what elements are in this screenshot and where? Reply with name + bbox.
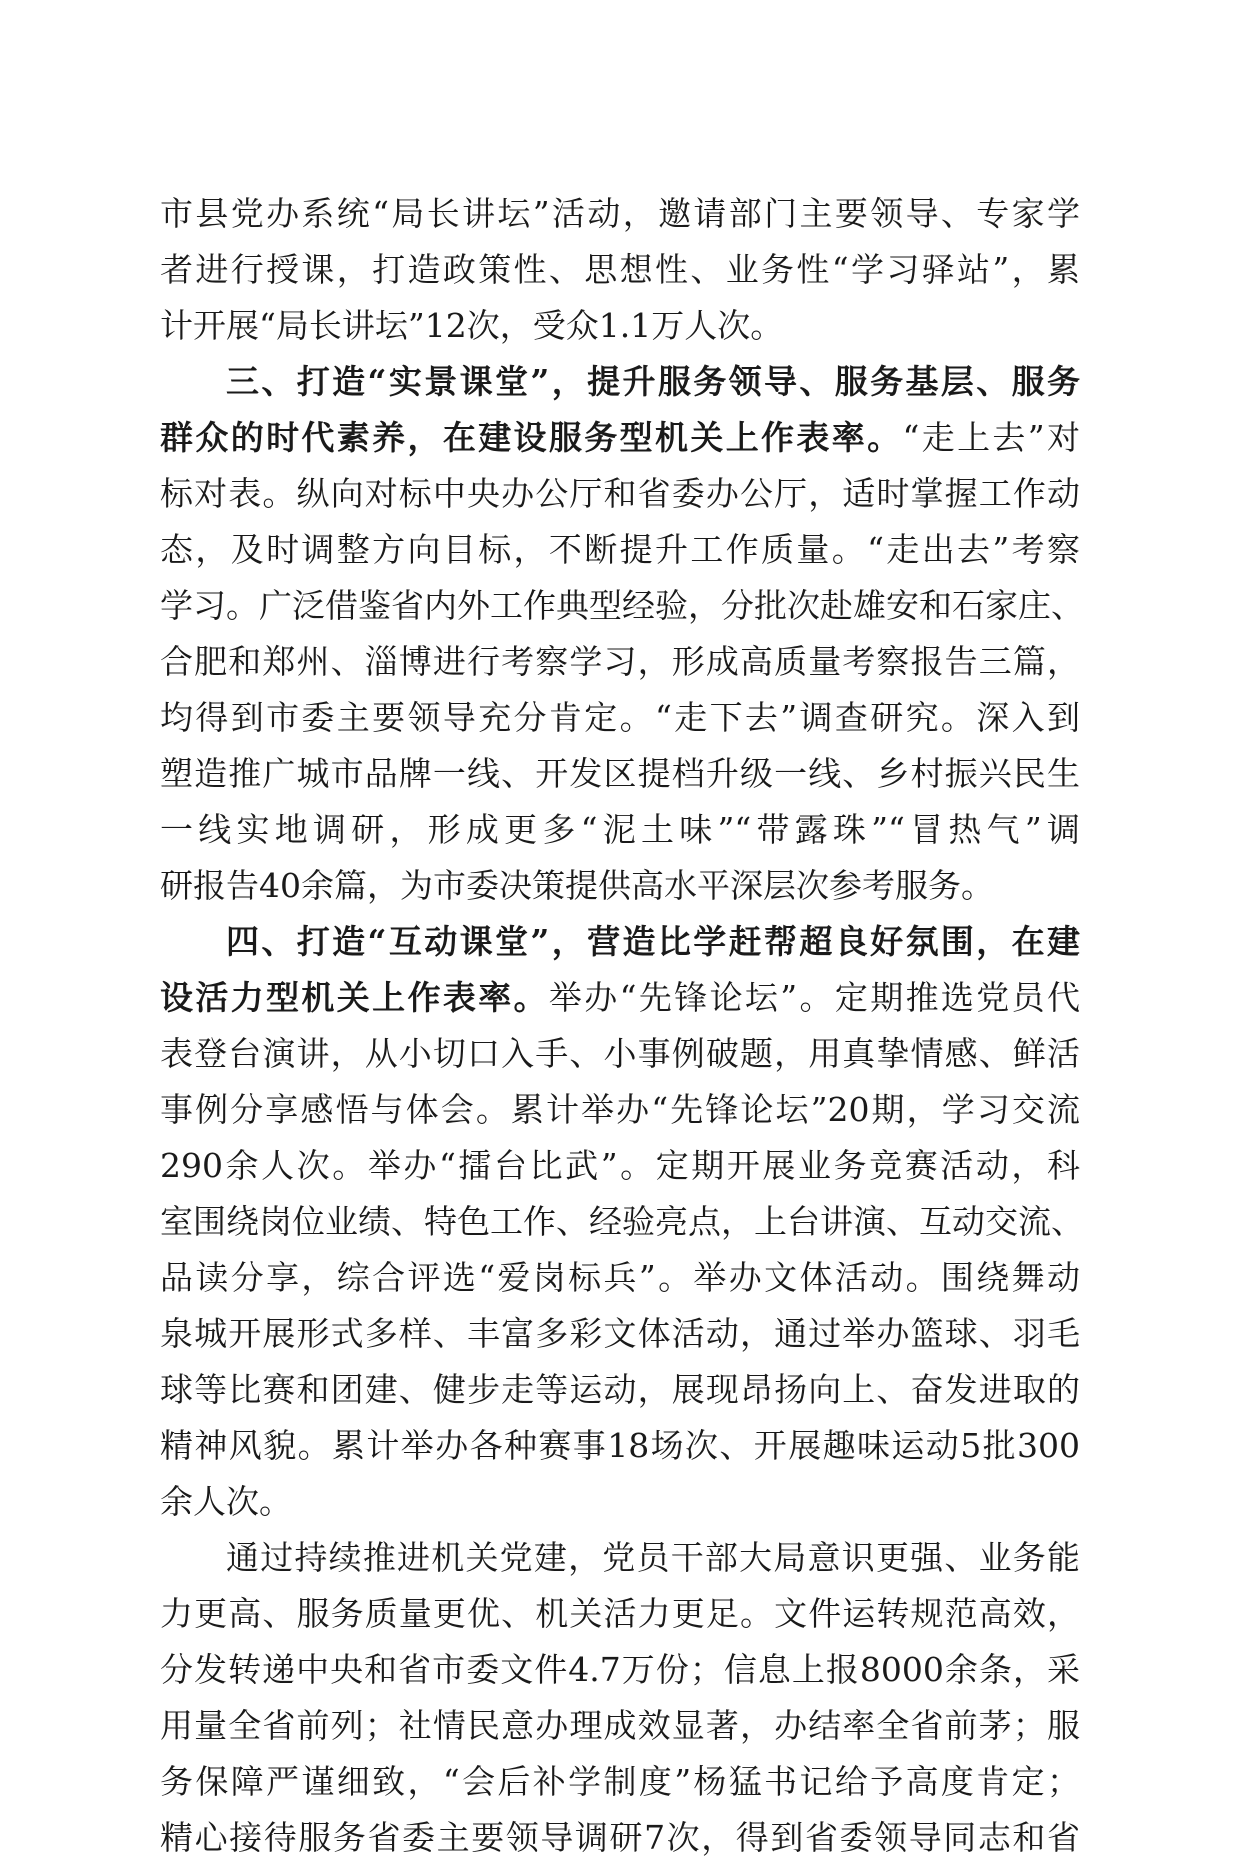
text-segment: 通过持续推进机关党建，党员干部大局意识更强、业务能	[226, 1538, 1080, 1577]
text-segment: “走上去”对	[902, 418, 1081, 457]
paragraph-summary	[160, 1530, 1080, 1866]
text-line	[160, 298, 1080, 354]
text-segment: 290余人次。举办“擂台比武”。定期开展业务竞赛活动，科	[160, 1146, 1080, 1185]
text-segment: 者进行授课，打造政策性、思想性、业务性“学习驿站”，累	[160, 250, 1080, 289]
text-segment: 事例分享感悟与体会。累计举办“先锋论坛”20期，学习交流	[160, 1090, 1080, 1129]
text-line	[160, 578, 1084, 634]
text-segment: 分发转递中央和省市委文件4.7万份；信息上报8000余条，采	[160, 1650, 1080, 1689]
text-segment: 力更高、服务质量更优、机关活力更足。文件运转规范高效，	[160, 1594, 1080, 1633]
text-line	[160, 466, 1080, 522]
text-line	[160, 1698, 1080, 1754]
section-heading-line	[160, 970, 1080, 1026]
text-line	[160, 1586, 1080, 1642]
text-line	[160, 186, 1080, 242]
text-segment: 均得到市委主要领导充分肯定。“走下去”调查研究。深入到	[160, 698, 1080, 737]
text-segment: 品读分享，综合评选“爱岗标兵”。举办文体活动。围绕舞动	[160, 1258, 1080, 1297]
text-line	[160, 1530, 1080, 1586]
text-line	[160, 1306, 1080, 1362]
document-body	[160, 186, 1084, 1866]
text-segment: 球等比赛和团建、健步走等运动，展现昂扬向上、奋发进取的	[160, 1370, 1080, 1409]
text-segment: 泉城开展形式多样、丰富多彩文体活动，通过举办篮球、羽毛	[160, 1314, 1080, 1353]
section-heading-text: 设活力型机关上作表率。	[160, 978, 549, 1017]
text-segment: 用量全省前列；社情民意办理成效显著，办结率全省前茅；服	[160, 1706, 1080, 1745]
text-line	[160, 1082, 1080, 1138]
text-segment: 表登台演讲，从小切口入手、小事例破题，用真挚情感、鲜活	[160, 1034, 1080, 1073]
text-line	[160, 1418, 1080, 1474]
text-segment: 标对表。纵向对标中央办公厅和省委办公厅，适时掌握工作动	[160, 474, 1080, 513]
paragraph-continued	[160, 186, 1080, 354]
text-segment: 务保障严谨细致，“会后补学制度”杨猛书记给予高度肯定；	[160, 1762, 1080, 1801]
text-line	[160, 1194, 1084, 1250]
text-segment: 计开展“局长讲坛”12次，受众1.1万人次。	[160, 306, 784, 345]
text-line	[160, 242, 1080, 298]
text-line	[160, 690, 1080, 746]
text-segment: 精神风貌。累计举办各种赛事18场次、开展趣味运动5批300	[160, 1426, 1080, 1465]
text-segment: 态，及时调整方向目标，不断提升工作质量。“走出去”考察	[160, 530, 1080, 569]
section-heading-line	[160, 914, 1080, 970]
text-line	[160, 1474, 1080, 1530]
paragraph-section-4	[160, 914, 1084, 1530]
section-heading-text: 三、打造“实景课堂”，提升服务领导、服务基层、服务	[226, 362, 1080, 401]
text-line	[160, 522, 1080, 578]
text-segment: 研报告40余篇，为市委决策提供高水平深层次参考服务。	[160, 866, 994, 905]
text-segment: 一线实地调研，形成更多“泥土味”“带露珠”“冒热气”调	[160, 810, 1080, 849]
text-line	[160, 1642, 1080, 1698]
text-line	[160, 858, 1080, 914]
text-segment: 举办“先锋论坛”。定期推选党员代	[548, 978, 1080, 1017]
section-heading-text: 四、打造“互动课堂”，营造比学赶帮超良好氛围，在建	[226, 922, 1080, 961]
text-line	[160, 1362, 1080, 1418]
text-segment: 塑造推广城市品牌一线、开发区提档升级一线、乡村振兴民生	[160, 754, 1080, 793]
section-heading-text: 群众的时代素养，在建设服务型机关上作表率。	[160, 418, 903, 457]
section-heading-line	[160, 354, 1080, 410]
text-line	[160, 1250, 1080, 1306]
text-line	[160, 1810, 1080, 1866]
section-heading-line	[160, 410, 1080, 466]
text-segment: 学习。广泛借鉴省内外工作典型经验，分批次赴雄安和石家庄、	[160, 586, 1084, 625]
text-segment: 合肥和郑州、淄博进行考察学习，形成高质量考察报告三篇，	[160, 642, 1080, 681]
text-line	[160, 1026, 1080, 1082]
text-line	[160, 802, 1080, 858]
text-line	[160, 1754, 1080, 1810]
text-segment: 室围绕岗位业绩、特色工作、经验亮点，上台讲演、互动交流、	[160, 1202, 1084, 1241]
text-segment: 余人次。	[160, 1482, 292, 1521]
text-line	[160, 634, 1080, 690]
text-segment: 市县党办系统“局长讲坛”活动，邀请部门主要领导、专家学	[160, 194, 1080, 233]
text-line	[160, 746, 1080, 802]
text-segment: 精心接待服务省委主要领导调研7次，得到省委领导同志和省	[160, 1818, 1080, 1857]
paragraph-section-3	[160, 354, 1084, 914]
text-line	[160, 1138, 1080, 1194]
